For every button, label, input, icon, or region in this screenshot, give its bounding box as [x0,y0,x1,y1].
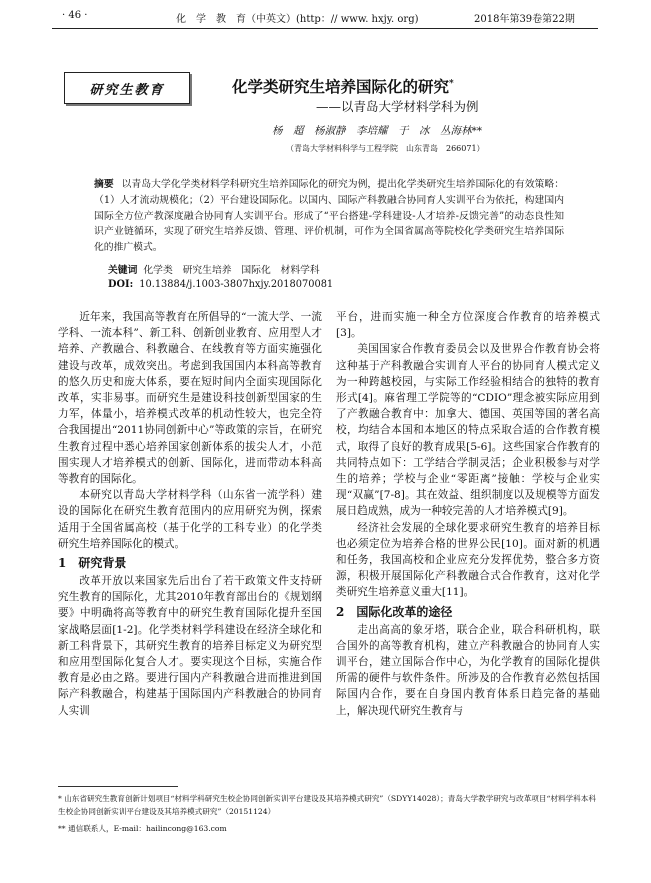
page-number: · 46 · [62,10,88,21]
body-paragraph: 经济社会发展的全球化要求研究生教育的培养目标也必须定位为培养合格的世界公民[10]。面对新的机遇和任务，我国高校和企业应充分发挥优势，整合多方资源，积极开展国际化产科教融合式合作教育，这对化学类研究生培养意义重大[11]。 [336,521,600,599]
keywords [108,262,320,276]
footnote-funding: * 山东省研究生教育创新计划项目“材料学科研究生校企协同创新实训平台建设及其培养模式研究”（SDYY14028）；青岛大学教学研究与改革项目“材料学科本科生校企协同创新实训平台建设及其培养模式研究”（20151124） [58,794,596,816]
body-paragraph: 走出高高的象牙塔，联合企业，联合科研机构，联合国外的高等教育机构，建立产科教融合的协同育人实训平台，建立国际合作中心，为化学教育的国际化提供所需的硬件与软件条件。所涉及的合作教育必然包括国际国内合作，要在自身国内教育体系日趋完备的基础上，解决现代研究生教育与 [336,623,600,717]
section-number: 2 [336,604,345,619]
doi-link[interactable]: 10.13884/j.1003-3807hxjy.2018070081 [139,279,334,290]
left-column [58,309,322,719]
section-title: 国际化改革的途径 [356,604,453,619]
title-footnote-mark: * [449,78,454,89]
body-paragraph: 美国国家合作教育委员会以及世界合作教育协会将这种基于产科教融合实训育人平台的协同育人模式定义为一种跨越校园，与实际工作经验相结合的独特的教育形式[4]。麻省理工学院等的“CDIO”理念被实际应用到了产教融合教育中：加拿大、德国、英国等国的著名高校，均结合本国和本地区的特点采取合适的合作教育模式，取得了良好的教育成果[5-6]。这些国家合作教育的共同特点如下：工学结合学制灵活；企业积极参与对学生的培养；学校与企业“零距离”接触：学校与企业实现“双赢”[7-8]。其在效益、组织制度以及规模等方面发展日趋成熟，成为一种较完善的人才培养模式[9]。 [336,343,600,518]
section-title: 研究背景 [78,556,127,571]
keywords-text: 化学类 研究生培养 国际化 材料学科 [143,265,320,276]
abstract [94,177,564,256]
section-heading-1 [58,554,322,572]
body-paragraph: 平台，进而实施一种全方位深度合作教育的培养模式[3]。 [336,311,600,340]
abstract-label: 摘要 [94,179,114,190]
journal-name: 化 学 教 育（中英文）(http：// www. hxjy. org) [176,14,419,25]
footnote-rule [58,786,178,787]
article-title-text: 化学类研究生培养国际化的研究 [232,77,450,96]
column-badge: 研究生教育 [64,72,190,104]
body-paragraph: 改革开放以来国家先后出台了若干政策文件支持研究生教育的国际化，尤其2010年教育部出台的《规划纲要》中明确将高等教育中的研究生教育国际化提升至国家战略层面[1-2]。化学类材料学科建设在经济全球化和新工科背景下，其研究生教育的培养目标定义为研究型和应用型国际化复合人才。要实现这个目标，实施合作教育是必由之路。要进行国内产科教融合进而推进到国际产科教融合，构建基于国际国内产科教融合的协同育人实训 [58,575,322,717]
issue-info: 2018年第39卷第22期 [474,14,575,25]
right-column [336,309,600,719]
body-paragraph: 本研究以青岛大学材料学科（山东省一流学科）建设的国际化在研究生教育范围内的应用研究为例，探索适用于全国省属高校（基于化学的工科专业）的化学类研究生培养国际化的模式。 [58,489,322,550]
keywords-label: 关键词 [108,265,138,276]
doi-label: DOI: [108,279,134,290]
article-subtitle: ——以青岛大学材料学科为例 [316,99,479,114]
header-rule [52,28,598,29]
body-paragraph: 近年来，我国高等教育在所倡导的“一流大学、一流学科、一流本科”、新工科、创新创业教育、应用型人才培养、产教融合、科教融合、在线教育等方面实施强化建设与改革，成效突出。考虑到我国国内本科高等教育的悠久历史和庞大体系，要在短时间内全面实现国际化改革，实非易事。而研究生是建设科技创新型国家的生力军，体量小，培养模式改革的机动性较大，也完全符合我国提出“2011协同创新中心”等政策的宗旨，在研究生教育过程中悉心培养国家创新体系的拔尖人才，小范围实现人才培养模式的创新、国际化，进而带动本科高等教育的国际化。 [58,311,322,486]
section-heading-2 [336,603,600,621]
section-number: 1 [58,556,67,571]
affiliation: （青岛大学材料科学与工程学院 山东青岛 266071） [286,144,485,153]
footnote-contact: ** 通信联系人，E-mail：hailincong@163.com [58,824,227,833]
author-list: 杨 超 杨淑静 李培耀 于 冰 丛海林** [272,125,482,137]
abstract-text: 以青岛大学化学类材料学科研究生培养国际化的研究为例，提出化学类研究生培养国际化的有效策略：（1）人才流动规模化；（2）平台建设国际化。以国内、国际产科教融合协同育人实训平台为依托，构建国内国际全方位产教深度融合协同育人实训平台。形成了“平台搭建-学科建设-人才培养-反馈完善”的动态良性知识产业链循环，实现了研究生培养反馈、管理、评价机制，可作为全国省属高等院校化学类研究生培养国际化的推广模式。 [94,179,565,254]
article-title [232,75,454,97]
doi [108,279,333,290]
